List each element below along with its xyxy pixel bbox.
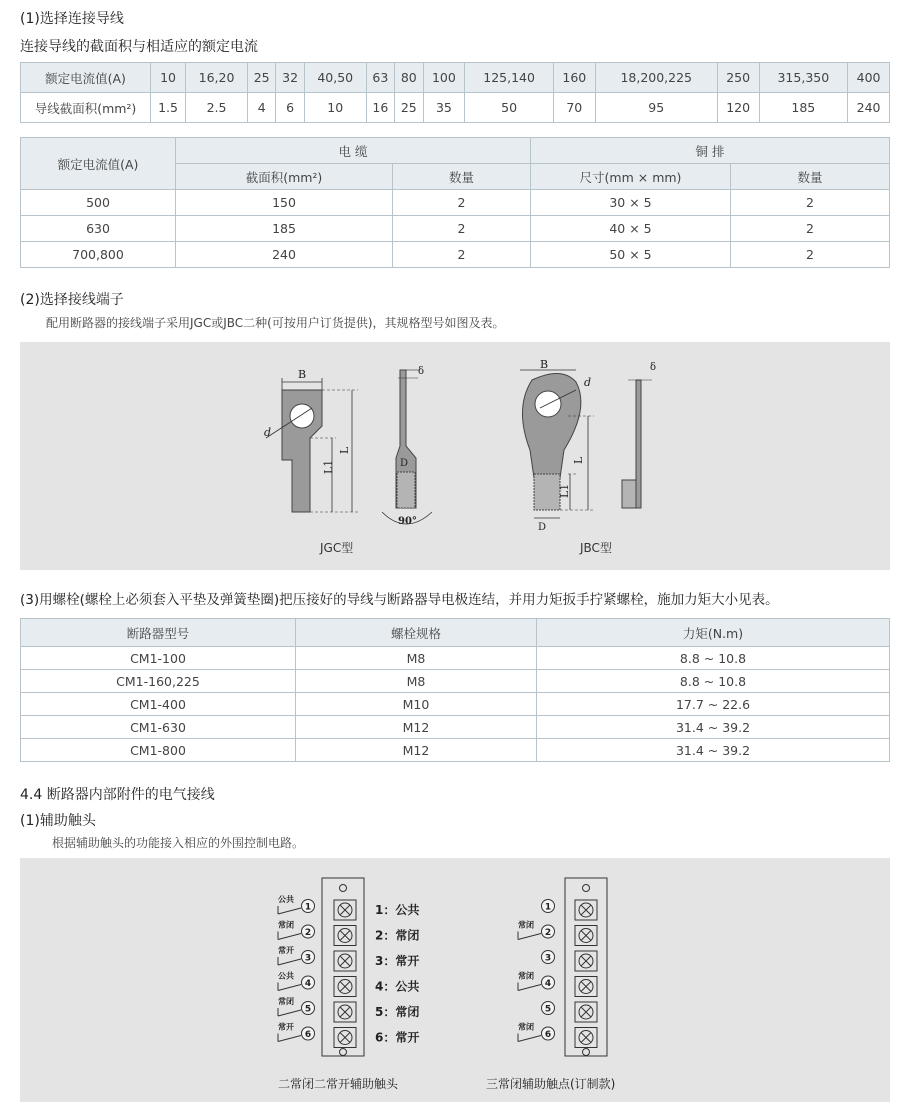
area-cell: 185 bbox=[759, 93, 848, 123]
contact-number: 2 bbox=[544, 928, 552, 938]
cell: 31.4 ~ 39.2 bbox=[537, 739, 890, 762]
cell: 50 × 5 bbox=[531, 242, 731, 268]
contact-side-label: 公共 bbox=[278, 971, 294, 981]
contact-number: 5 bbox=[544, 1004, 552, 1015]
jgc-dim-angle: 90° bbox=[398, 516, 417, 527]
current-cell: 32 bbox=[276, 63, 304, 93]
cell: M8 bbox=[296, 670, 537, 693]
jgc-label: JGC型 bbox=[320, 541, 354, 555]
jbc-dim-B: B bbox=[540, 358, 549, 371]
area-cell: 10 bbox=[304, 93, 366, 123]
cell: 2 bbox=[393, 242, 531, 268]
left-strip-bottom-hole bbox=[340, 1049, 347, 1056]
section4-desc: 根据辅助触头的功能接入相应的外围控制电路。 bbox=[52, 836, 305, 850]
contact-number: 1 bbox=[544, 902, 552, 913]
contact-number: 5 bbox=[304, 1004, 312, 1015]
table-row bbox=[21, 242, 890, 268]
terminal-diagram-panel bbox=[20, 342, 890, 570]
current-cell: 125,140 bbox=[465, 63, 554, 93]
aux-contact-panel bbox=[20, 858, 890, 1102]
area-cell: 240 bbox=[848, 93, 890, 123]
area-cell: 120 bbox=[717, 93, 759, 123]
current-cell: 16,20 bbox=[186, 63, 248, 93]
cell: 500 bbox=[21, 190, 176, 216]
cell: 240 bbox=[176, 242, 393, 268]
current-cell: 160 bbox=[553, 63, 595, 93]
contact-wire bbox=[278, 959, 301, 965]
current-cell: 100 bbox=[423, 63, 465, 93]
contact-side-label: 常闭 bbox=[278, 920, 294, 930]
section2-title: (2)选择接线端子 bbox=[20, 292, 124, 308]
table-row bbox=[21, 647, 890, 670]
cell: 630 bbox=[21, 216, 176, 242]
header-cable: 电 缆 bbox=[176, 138, 531, 164]
cell: M12 bbox=[296, 739, 537, 762]
table-row bbox=[21, 739, 890, 762]
contact-side-label: 常开 bbox=[278, 946, 294, 955]
contact-side-label: 常闭 bbox=[518, 971, 534, 981]
table-row bbox=[21, 216, 890, 242]
cell: M10 bbox=[296, 693, 537, 716]
contact-number: 3 bbox=[544, 953, 552, 964]
right-terminal-strip bbox=[565, 878, 607, 1056]
cable-copper-table bbox=[20, 137, 890, 268]
header-qty: 数量 bbox=[393, 164, 531, 190]
jgc-dim-delta: δ bbox=[418, 366, 425, 377]
contact-wire bbox=[278, 1010, 301, 1016]
section4-subtitle: (1)辅助触头 bbox=[20, 813, 96, 829]
section4-title: 4.4 断路器内部附件的电气接线 bbox=[20, 787, 215, 803]
contact-number: 6 bbox=[304, 1030, 312, 1040]
cell: 700,800 bbox=[21, 242, 176, 268]
jbc-dim-L1: L1 bbox=[558, 483, 571, 498]
jbc-dim-L: L bbox=[572, 456, 585, 464]
section1-title: (1)选择连接导线 bbox=[20, 11, 124, 27]
left-caption: 二常闭二常开辅助触头 bbox=[278, 1077, 399, 1091]
contact-number: 1 bbox=[304, 902, 312, 913]
cell: CM1-800 bbox=[21, 739, 296, 762]
area-row bbox=[21, 93, 890, 123]
jgc-front-view bbox=[264, 368, 358, 512]
contact-wire bbox=[518, 934, 541, 940]
section3-title: (3)用螺栓(螺栓上必须套入平垫及弹簧垫圈)把压接好的导线与断路器导电极连结，并用力矩扳手拧紧螺栓，施加力矩大小见表。 bbox=[20, 592, 779, 608]
terminal-label: 3：常开 bbox=[375, 954, 420, 968]
contact-number: 4 bbox=[304, 979, 312, 989]
jgc-dim-L: L bbox=[338, 446, 351, 454]
cell: 2 bbox=[731, 216, 890, 242]
contact-side-label: 常闭 bbox=[278, 997, 294, 1006]
header-size: 尺寸(mm × mm) bbox=[531, 164, 731, 190]
terminal-label: 6：常开 bbox=[375, 1030, 420, 1045]
current-cell: 25 bbox=[247, 63, 275, 93]
cell: 40 × 5 bbox=[531, 216, 731, 242]
right-strip-top-hole bbox=[583, 885, 590, 892]
current-cell: 80 bbox=[395, 63, 423, 93]
area-cell: 70 bbox=[553, 93, 595, 123]
area-cell: 6 bbox=[276, 93, 304, 123]
contact-side-label: 常闭 bbox=[518, 1022, 534, 1032]
header-bolt: 螺栓规格 bbox=[296, 619, 537, 647]
jgc-dim-B: B bbox=[298, 368, 307, 381]
torque-header-row bbox=[21, 619, 890, 647]
header-area: 截面积(mm²) bbox=[176, 164, 393, 190]
left-terminal-strip bbox=[322, 878, 364, 1056]
contact-side-label: 公共 bbox=[278, 895, 294, 904]
table-row bbox=[21, 693, 890, 716]
right-caption: 三常闭辅助触点(订制款) bbox=[486, 1077, 616, 1091]
area-cell: 95 bbox=[595, 93, 717, 123]
contact-wire bbox=[278, 1036, 301, 1042]
header-current: 额定电流值(A) bbox=[21, 138, 176, 190]
cell: CM1-630 bbox=[21, 716, 296, 739]
jgc-dim-D: D bbox=[400, 458, 409, 469]
cell: CM1-160,225 bbox=[21, 670, 296, 693]
table2-header-row bbox=[21, 138, 890, 164]
current-cell: 10 bbox=[151, 63, 186, 93]
contact-wire bbox=[278, 908, 301, 914]
area-cell: 25 bbox=[395, 93, 423, 123]
contact-number: 6 bbox=[544, 1030, 552, 1040]
contact-wire bbox=[518, 1036, 541, 1042]
cell: 185 bbox=[176, 216, 393, 242]
current-cell: 400 bbox=[848, 63, 890, 93]
cell: M12 bbox=[296, 716, 537, 739]
cell: 31.4 ~ 39.2 bbox=[537, 716, 890, 739]
table-row bbox=[21, 190, 890, 216]
header-qty2: 数量 bbox=[731, 164, 890, 190]
jbc-side-view bbox=[622, 362, 656, 508]
jbc-dim-D: D bbox=[538, 522, 547, 533]
terminal-label: 4：公共 bbox=[375, 979, 420, 994]
area-cell: 50 bbox=[465, 93, 554, 123]
jgc-dim-d: d bbox=[264, 426, 272, 439]
jbc-dim-d: d bbox=[584, 376, 592, 389]
right-strip-bottom-hole bbox=[583, 1049, 590, 1056]
table-row bbox=[21, 716, 890, 739]
current-cell: 40,50 bbox=[304, 63, 366, 93]
aux-contact-diagram bbox=[20, 858, 890, 1102]
cell: M8 bbox=[296, 647, 537, 670]
jbc-label: JBC型 bbox=[580, 541, 612, 555]
area-cell: 35 bbox=[423, 93, 465, 123]
row1-label: 额定电流值(A) bbox=[21, 63, 151, 93]
terminal-label: 5：常闭 bbox=[375, 1005, 420, 1019]
current-row bbox=[21, 63, 890, 93]
current-cell: 63 bbox=[366, 63, 394, 93]
header-torque: 力矩(N.m) bbox=[537, 619, 890, 647]
jbc-front-view bbox=[520, 358, 594, 533]
contact-number: 3 bbox=[304, 953, 312, 964]
terminal-diagram bbox=[20, 342, 890, 570]
jbc-dim-delta: δ bbox=[650, 362, 657, 373]
cell: 30 × 5 bbox=[531, 190, 731, 216]
current-area-table bbox=[20, 62, 890, 123]
current-cell: 18,200,225 bbox=[595, 63, 717, 93]
cell: 2 bbox=[731, 242, 890, 268]
current-cell: 315,350 bbox=[759, 63, 848, 93]
jgc-side-view bbox=[382, 366, 432, 527]
torque-table bbox=[20, 618, 890, 762]
terminal-label: 2：常闭 bbox=[375, 928, 420, 943]
contact-side-label: 常开 bbox=[278, 1022, 294, 1032]
section1-subtitle: 连接导线的截面积与相适应的额定电流 bbox=[20, 39, 258, 55]
cell: 2 bbox=[393, 216, 531, 242]
area-cell: 2.5 bbox=[186, 93, 248, 123]
area-cell: 4 bbox=[247, 93, 275, 123]
cell: CM1-100 bbox=[21, 647, 296, 670]
terminal-label: 1：公共 bbox=[375, 903, 420, 917]
table-row bbox=[21, 670, 890, 693]
header-copper: 铜 排 bbox=[531, 138, 890, 164]
area-cell: 1.5 bbox=[151, 93, 186, 123]
cell: 17.7 ~ 22.6 bbox=[537, 693, 890, 716]
current-cell: 250 bbox=[717, 63, 759, 93]
cell: 8.8 ~ 10.8 bbox=[537, 670, 890, 693]
cell: 8.8 ~ 10.8 bbox=[537, 647, 890, 670]
contact-number: 2 bbox=[304, 928, 312, 938]
area-cell: 16 bbox=[366, 93, 394, 123]
row2-label: 导线截面积(mm²) bbox=[21, 93, 151, 123]
cell: 2 bbox=[731, 190, 890, 216]
contact-wire bbox=[278, 985, 301, 991]
cell: 150 bbox=[176, 190, 393, 216]
cell: 2 bbox=[393, 190, 531, 216]
section2-desc: 配用断路器的接线端子采用JGC或JBC二种(可按用户订货提供)，其规格型号如图及表。 bbox=[46, 316, 505, 330]
contact-number: 4 bbox=[544, 979, 552, 989]
contact-wire bbox=[278, 934, 301, 940]
left-strip-top-hole bbox=[340, 885, 347, 892]
cell: CM1-400 bbox=[21, 693, 296, 716]
header-model: 断路器型号 bbox=[21, 619, 296, 647]
contact-side-label: 常闭 bbox=[518, 920, 534, 930]
contact-wire bbox=[518, 985, 541, 991]
jgc-dim-L1: L1 bbox=[322, 459, 335, 474]
